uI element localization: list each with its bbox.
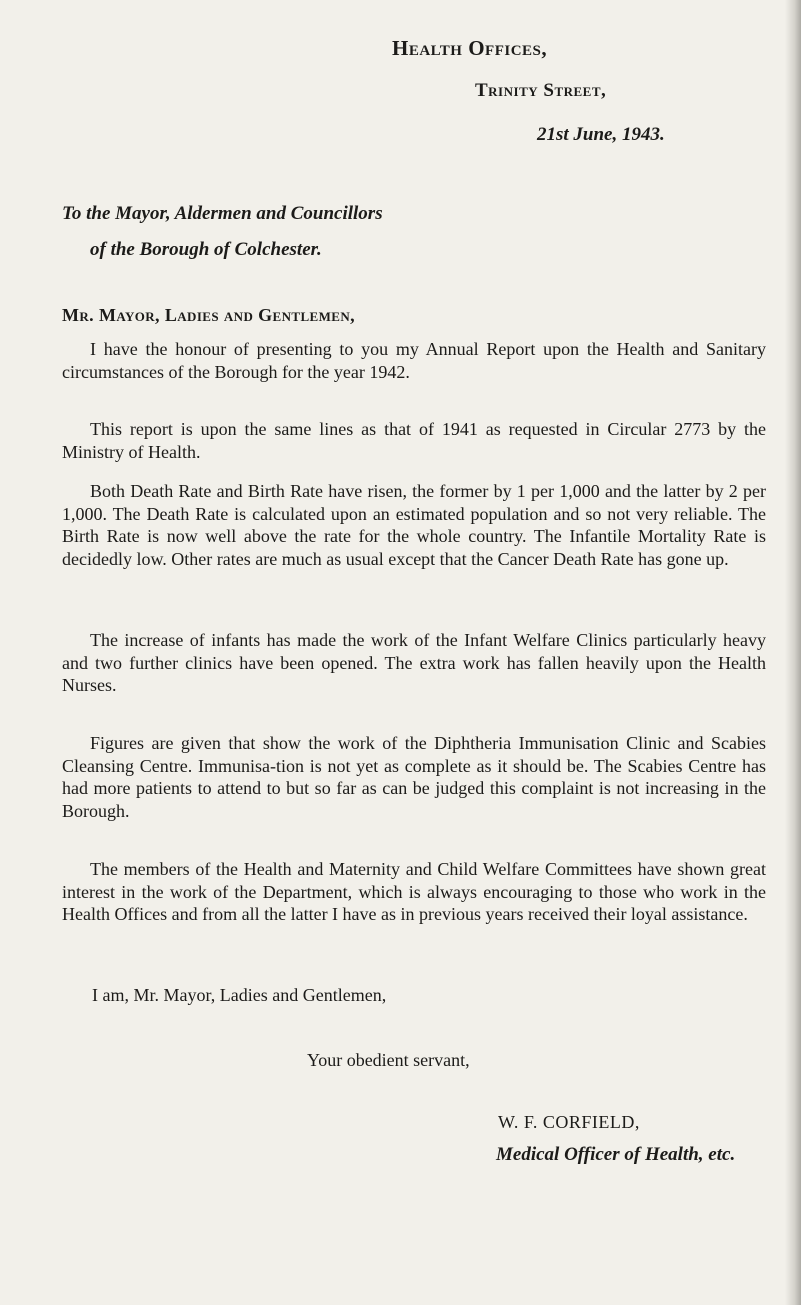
letterhead-line-2: Trinity Street, [475, 80, 607, 101]
valediction: Your obedient servant, [307, 1050, 470, 1070]
paragraph-1: I have the honour of presenting to you my Annual Report upon the Health and Sanitary circumstances of the Borough for the year 1942. [62, 339, 766, 382]
salutation: Mr. Mayor, Ladies and Gentlemen, [62, 305, 356, 325]
closing-line: I am, Mr. Mayor, Ladies and Gentlemen, [92, 985, 387, 1005]
page-edge-shadow [785, 0, 801, 1305]
letterhead-line-1: Health Offices, [392, 36, 548, 60]
signer-title: Medical Officer of Health, etc. [496, 1144, 736, 1165]
paragraph-3: Both Death Rate and Birth Rate have risen, the former by 1 per 1,000 and the latter by 2 per 1,000. The Death Rate is calculated upon an estimated population and so not very reliable. The Birth Rate is now well above the rate for the whole country. The Infantile Mortality Rate is decidedly low. Other rates are much as usual except that the Cancer Death Rate has gone up. [62, 481, 766, 569]
paragraph-2: This report is upon the same lines as that of 1941 as requested in Circular 2773 by the Ministry of Health. [62, 419, 766, 462]
paragraph-6: The members of the Health and Maternity and Child Welfare Committees have shown great interest in the work of the Department, which is always encouraging to those who work in the Health Offices and from all the latter I have as in previous years received their loyal assistance. [62, 859, 766, 925]
paragraph-5: Figures are given that show the work of the Diphtheria Immunisation Clinic and Scabies Cleansing Centre. Immunisa-tion is not yet as complete as it should be. The Scabies Centre has had more patients to attend to but so far as can be judged this complaint is not increasing in the Borough. [62, 733, 766, 821]
signer-name: W. F. CORFIELD, [498, 1112, 640, 1132]
paragraph-4: The increase of infants has made the work of the Infant Welfare Clinics particularly heavy and two further clinics have been opened. The extra work has fallen heavily upon the Health Nurses. [62, 630, 766, 696]
addressee-line-2: of the Borough of Colchester. [90, 239, 322, 260]
letter-date: 21st June, 1943. [537, 124, 665, 145]
addressee-line-1: To the Mayor, Aldermen and Councillors [62, 203, 383, 224]
